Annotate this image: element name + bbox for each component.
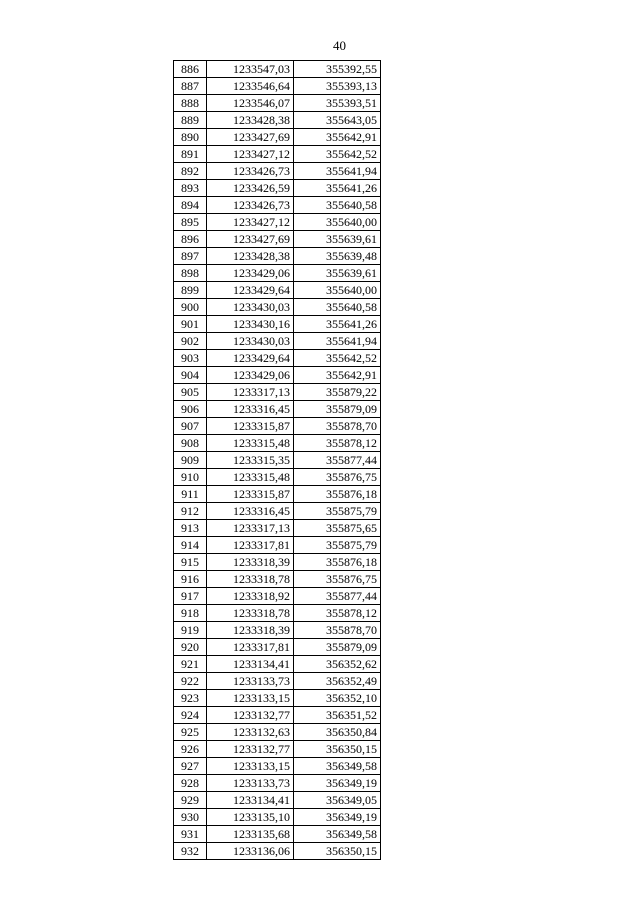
point-number-cell: 896 [174,231,207,248]
y-coordinate-cell: 355640,58 [294,299,381,316]
y-coordinate-cell: 355643,05 [294,112,381,129]
y-coordinate-cell: 355639,48 [294,248,381,265]
y-coordinate-cell: 356352,10 [294,690,381,707]
table-row [174,469,381,486]
x-coordinate-cell: 1233426,59 [207,180,294,197]
y-coordinate-cell: 355642,91 [294,367,381,384]
point-number-cell: 899 [174,282,207,299]
point-number-cell: 925 [174,724,207,741]
table-row [174,775,381,792]
table-row [174,265,381,282]
x-coordinate-cell: 1233132,77 [207,741,294,758]
table-row [174,690,381,707]
y-coordinate-cell: 355875,79 [294,503,381,520]
table-row [174,384,381,401]
page-number: 40 [333,38,346,53]
y-coordinate-cell: 355879,09 [294,401,381,418]
x-coordinate-cell: 1233318,39 [207,622,294,639]
x-coordinate-cell: 1233427,12 [207,146,294,163]
y-coordinate-cell: 355877,44 [294,452,381,469]
point-number-cell: 906 [174,401,207,418]
table-row [174,435,381,452]
point-number-cell: 914 [174,537,207,554]
table-row [174,707,381,724]
y-coordinate-cell: 355639,61 [294,231,381,248]
point-number-cell: 930 [174,809,207,826]
x-coordinate-cell: 1233316,45 [207,503,294,520]
table-row [174,673,381,690]
y-coordinate-cell: 356349,19 [294,809,381,826]
y-coordinate-cell: 355392,55 [294,61,381,78]
x-coordinate-cell: 1233132,77 [207,707,294,724]
point-number-cell: 912 [174,503,207,520]
point-number-cell: 920 [174,639,207,656]
point-number-cell: 911 [174,486,207,503]
x-coordinate-cell: 1233133,15 [207,690,294,707]
x-coordinate-cell: 1233134,41 [207,792,294,809]
point-number-cell: 889 [174,112,207,129]
x-coordinate-cell: 1233430,03 [207,299,294,316]
x-coordinate-cell: 1233429,06 [207,265,294,282]
x-coordinate-cell: 1233318,92 [207,588,294,605]
x-coordinate-cell: 1233430,16 [207,316,294,333]
table-row [174,826,381,843]
table-row [174,78,381,95]
table-row [174,554,381,571]
table-row [174,452,381,469]
y-coordinate-cell: 355876,75 [294,469,381,486]
x-coordinate-cell: 1233132,63 [207,724,294,741]
y-coordinate-cell: 356349,58 [294,826,381,843]
point-number-cell: 902 [174,333,207,350]
y-coordinate-cell: 355641,26 [294,180,381,197]
y-coordinate-cell: 356349,58 [294,758,381,775]
x-coordinate-cell: 1233134,41 [207,656,294,673]
y-coordinate-cell: 355642,91 [294,129,381,146]
x-coordinate-cell: 1233135,68 [207,826,294,843]
point-number-cell: 893 [174,180,207,197]
point-number-cell: 892 [174,163,207,180]
table-row [174,146,381,163]
x-coordinate-cell: 1233318,78 [207,605,294,622]
y-coordinate-cell: 355641,26 [294,316,381,333]
point-number-cell: 910 [174,469,207,486]
table-row [174,180,381,197]
table-row [174,520,381,537]
y-coordinate-cell: 355878,12 [294,435,381,452]
x-coordinate-cell: 1233135,10 [207,809,294,826]
x-coordinate-cell: 1233428,38 [207,248,294,265]
point-number-cell: 888 [174,95,207,112]
y-coordinate-cell: 355876,18 [294,554,381,571]
table-row [174,418,381,435]
point-number-cell: 924 [174,707,207,724]
x-coordinate-cell: 1233429,64 [207,282,294,299]
point-number-cell: 907 [174,418,207,435]
table-row [174,197,381,214]
point-number-cell: 917 [174,588,207,605]
point-number-cell: 923 [174,690,207,707]
point-number-cell: 926 [174,741,207,758]
y-coordinate-cell: 356350,84 [294,724,381,741]
y-coordinate-cell: 355878,70 [294,418,381,435]
point-number-cell: 897 [174,248,207,265]
y-coordinate-cell: 355641,94 [294,333,381,350]
point-number-cell: 922 [174,673,207,690]
table-row [174,316,381,333]
y-coordinate-cell: 355393,13 [294,78,381,95]
x-coordinate-cell: 1233136,06 [207,843,294,860]
x-coordinate-cell: 1233427,12 [207,214,294,231]
x-coordinate-cell: 1233429,64 [207,350,294,367]
y-coordinate-cell: 355875,65 [294,520,381,537]
table-row [174,792,381,809]
point-number-cell: 929 [174,792,207,809]
table-row [174,622,381,639]
y-coordinate-cell: 355639,61 [294,265,381,282]
table-row [174,129,381,146]
y-coordinate-cell: 355876,75 [294,571,381,588]
point-number-cell: 904 [174,367,207,384]
point-number-cell: 900 [174,299,207,316]
y-coordinate-cell: 355876,18 [294,486,381,503]
table-row [174,299,381,316]
y-coordinate-cell: 355875,79 [294,537,381,554]
point-number-cell: 927 [174,758,207,775]
y-coordinate-cell: 355640,00 [294,282,381,299]
point-number-cell: 913 [174,520,207,537]
y-coordinate-cell: 356350,15 [294,843,381,860]
table-row [174,401,381,418]
x-coordinate-cell: 1233426,73 [207,163,294,180]
y-coordinate-cell: 355641,94 [294,163,381,180]
table-row [174,248,381,265]
y-coordinate-cell: 356352,49 [294,673,381,690]
table-row [174,61,381,78]
table-row [174,333,381,350]
x-coordinate-cell: 1233133,73 [207,673,294,690]
y-coordinate-cell: 356349,05 [294,792,381,809]
y-coordinate-cell: 355640,58 [294,197,381,214]
x-coordinate-cell: 1233315,35 [207,452,294,469]
table-row [174,282,381,299]
table-row [174,367,381,384]
table-body [174,61,381,860]
point-number-cell: 903 [174,350,207,367]
x-coordinate-cell: 1233546,64 [207,78,294,95]
table-row [174,724,381,741]
x-coordinate-cell: 1233429,06 [207,367,294,384]
y-coordinate-cell: 355642,52 [294,146,381,163]
point-number-cell: 921 [174,656,207,673]
x-coordinate-cell: 1233317,13 [207,520,294,537]
table-row [174,605,381,622]
x-coordinate-cell: 1233315,48 [207,435,294,452]
point-number-cell: 915 [174,554,207,571]
y-coordinate-cell: 355879,22 [294,384,381,401]
x-coordinate-cell: 1233546,07 [207,95,294,112]
x-coordinate-cell: 1233426,73 [207,197,294,214]
point-number-cell: 894 [174,197,207,214]
point-number-cell: 928 [174,775,207,792]
point-number-cell: 905 [174,384,207,401]
x-coordinate-cell: 1233315,48 [207,469,294,486]
table-row [174,214,381,231]
point-number-cell: 887 [174,78,207,95]
x-coordinate-cell: 1233318,78 [207,571,294,588]
point-number-cell: 916 [174,571,207,588]
y-coordinate-cell: 355877,44 [294,588,381,605]
y-coordinate-cell: 355878,12 [294,605,381,622]
y-coordinate-cell: 355878,70 [294,622,381,639]
table-row [174,231,381,248]
coordinates-table [173,60,381,860]
y-coordinate-cell: 356352,62 [294,656,381,673]
x-coordinate-cell: 1233316,45 [207,401,294,418]
table-row [174,639,381,656]
y-coordinate-cell: 355879,09 [294,639,381,656]
x-coordinate-cell: 1233428,38 [207,112,294,129]
point-number-cell: 895 [174,214,207,231]
x-coordinate-cell: 1233430,03 [207,333,294,350]
point-number-cell: 908 [174,435,207,452]
point-number-cell: 909 [174,452,207,469]
x-coordinate-cell: 1233318,39 [207,554,294,571]
table-row [174,163,381,180]
point-number-cell: 931 [174,826,207,843]
table-row [174,843,381,860]
table-row [174,486,381,503]
table-row [174,588,381,605]
point-number-cell: 886 [174,61,207,78]
x-coordinate-cell: 1233317,81 [207,537,294,554]
table-row [174,656,381,673]
point-number-cell: 891 [174,146,207,163]
table-row [174,503,381,520]
x-coordinate-cell: 1233133,73 [207,775,294,792]
table-row [174,741,381,758]
x-coordinate-cell: 1233427,69 [207,129,294,146]
point-number-cell: 890 [174,129,207,146]
point-number-cell: 898 [174,265,207,282]
x-coordinate-cell: 1233133,15 [207,758,294,775]
x-coordinate-cell: 1233427,69 [207,231,294,248]
y-coordinate-cell: 355640,00 [294,214,381,231]
table-row [174,809,381,826]
table-row [174,758,381,775]
point-number-cell: 932 [174,843,207,860]
y-coordinate-cell: 356351,52 [294,707,381,724]
x-coordinate-cell: 1233317,81 [207,639,294,656]
x-coordinate-cell: 1233547,03 [207,61,294,78]
table-row [174,112,381,129]
x-coordinate-cell: 1233315,87 [207,486,294,503]
x-coordinate-cell: 1233317,13 [207,384,294,401]
y-coordinate-cell: 356350,15 [294,741,381,758]
table-row [174,95,381,112]
table-row [174,537,381,554]
y-coordinate-cell: 356349,19 [294,775,381,792]
table-row [174,571,381,588]
x-coordinate-cell: 1233315,87 [207,418,294,435]
point-number-cell: 918 [174,605,207,622]
table-row [174,350,381,367]
y-coordinate-cell: 355642,52 [294,350,381,367]
y-coordinate-cell: 355393,51 [294,95,381,112]
point-number-cell: 901 [174,316,207,333]
point-number-cell: 919 [174,622,207,639]
